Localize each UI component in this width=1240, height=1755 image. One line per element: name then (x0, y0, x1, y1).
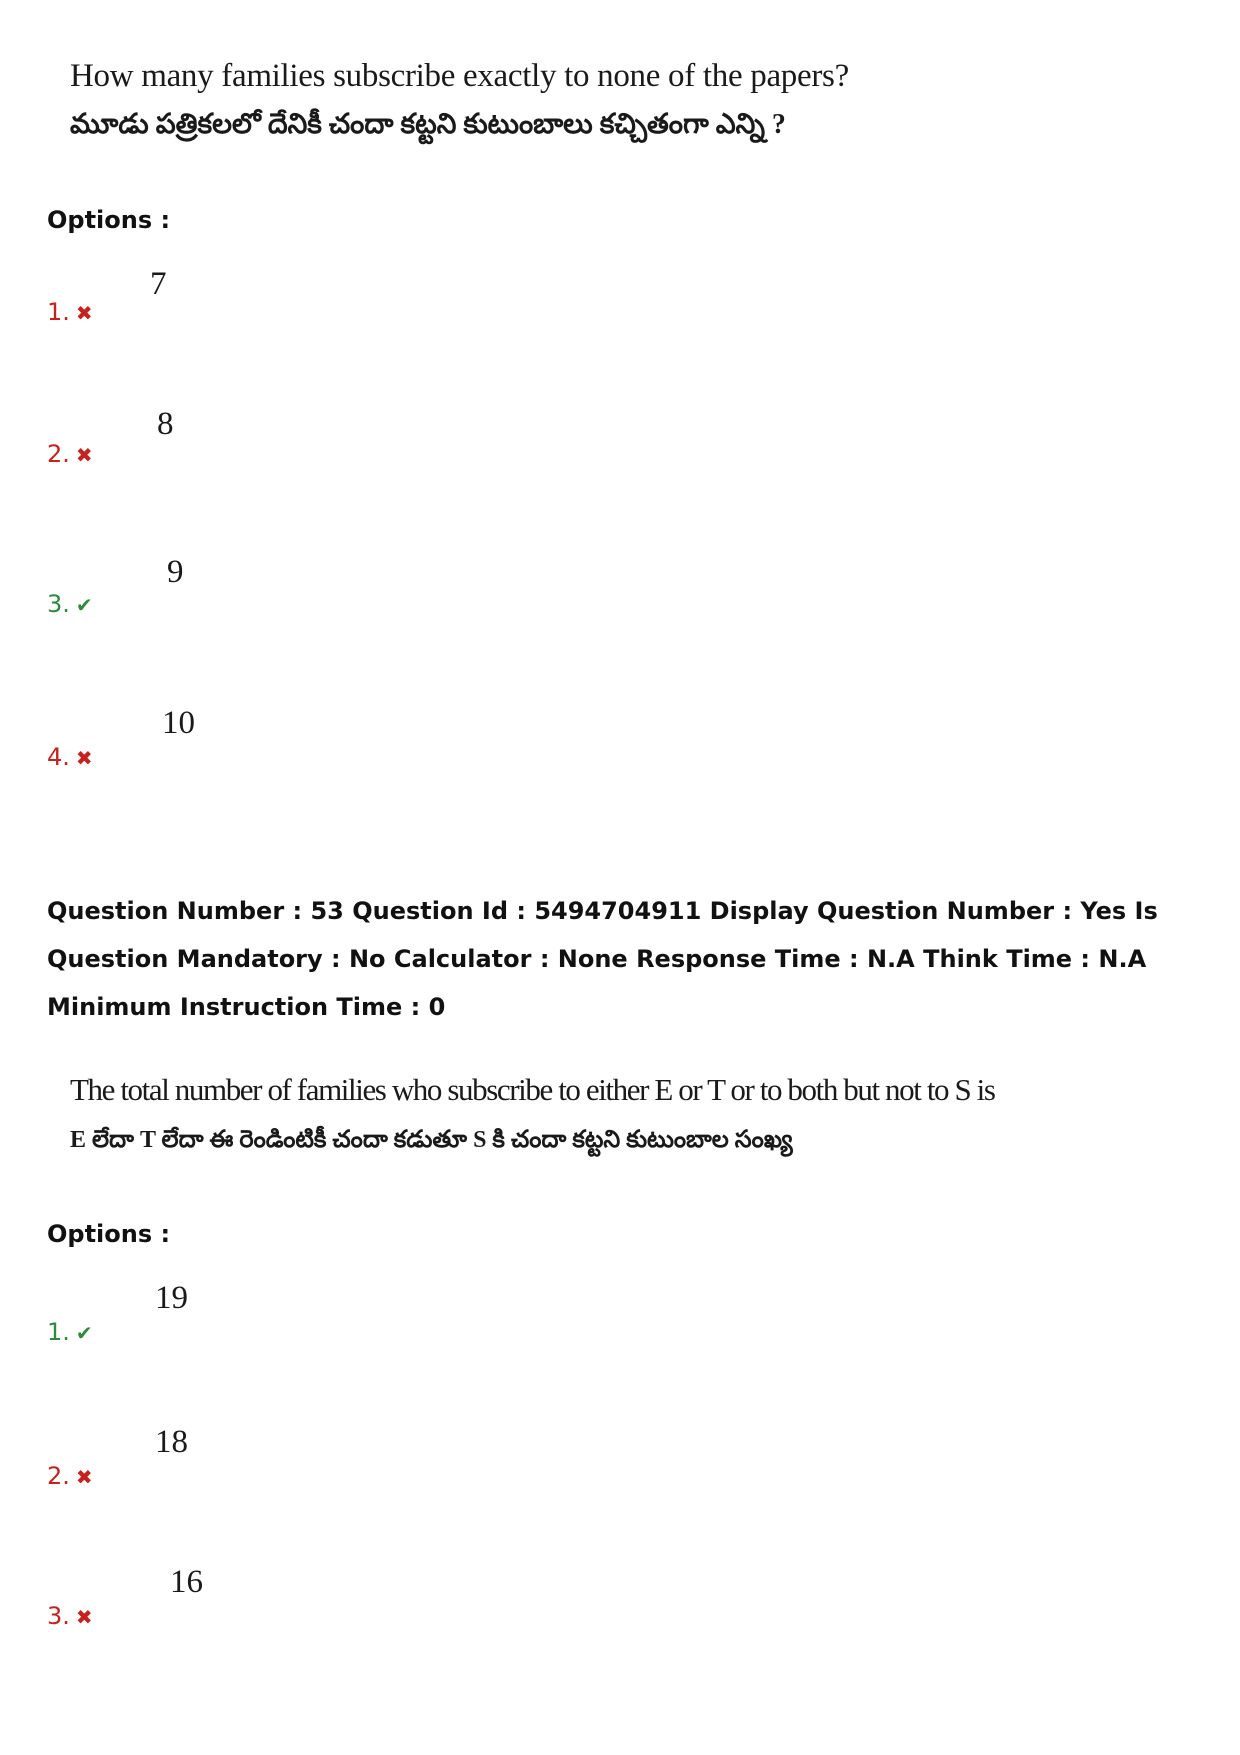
option-number: 1. (47, 1318, 70, 1346)
options-label: Options : (47, 206, 171, 234)
option-number: 1. (47, 298, 70, 326)
check-icon: ✔ (75, 593, 93, 617)
option-number: 2. (47, 440, 70, 468)
question-1-text-telugu: మూడు పత్రికలలో దేనికీ చందా కట్టని కుటుంబాలు కచ్చితంగా ఎన్ని ? (70, 109, 786, 140)
question-2-text-telugu: E లేదా T లేదా ఈ రెండింటికీ చందా కడుతూ S కి చందా కట్టని కుటుంబాల సంఖ్య (70, 1127, 793, 1153)
question-2-image (70, 1072, 995, 1159)
q1-option-2-number (47, 440, 93, 468)
q2-option-2-number (47, 1462, 93, 1490)
q2-option-1-number (47, 1318, 93, 1346)
cross-icon: ✖ (75, 301, 93, 325)
q2-option-2-value: 18 (155, 1424, 188, 1460)
question-1-text-english: How many families subscribe exactly to none of the papers? (70, 58, 849, 94)
q1-option-3-number (47, 590, 93, 618)
cross-icon: ✖ (75, 1605, 93, 1629)
question-2-metadata: Question Number : 53 Question Id : 5494704911 Display Question Number : Yes Is Question Mandatory : No Calculator : None Response Time : N.A Think Time : N.A Minimum Instruction Time : 0 (47, 897, 1158, 1021)
check-icon: ✔ (75, 1321, 93, 1345)
options-label: Options : (47, 1220, 171, 1248)
q1-option-1-value: 7 (150, 266, 167, 302)
option-number: 2. (47, 1462, 70, 1490)
q1-option-3-value: 9 (167, 554, 184, 590)
q1-option-4-value: 10 (162, 705, 195, 741)
cross-icon: ✖ (75, 1465, 93, 1489)
q2-option-1-value: 19 (155, 1280, 188, 1316)
option-number: 4. (47, 743, 70, 771)
cross-icon: ✖ (75, 443, 93, 467)
question-2-text-english: The total number of families who subscribe to either E or T or to both but not to S is (70, 1072, 995, 1107)
cross-icon: ✖ (75, 746, 93, 770)
option-number: 3. (47, 1602, 70, 1630)
q1-option-2-value: 8 (157, 406, 174, 442)
q2-option-3-value: 16 (170, 1564, 203, 1600)
q1-option-1-number (47, 298, 93, 326)
question-1-image (70, 58, 849, 147)
option-number: 3. (47, 590, 70, 618)
q2-option-3-number (47, 1602, 93, 1630)
q1-option-4-number (47, 743, 93, 771)
